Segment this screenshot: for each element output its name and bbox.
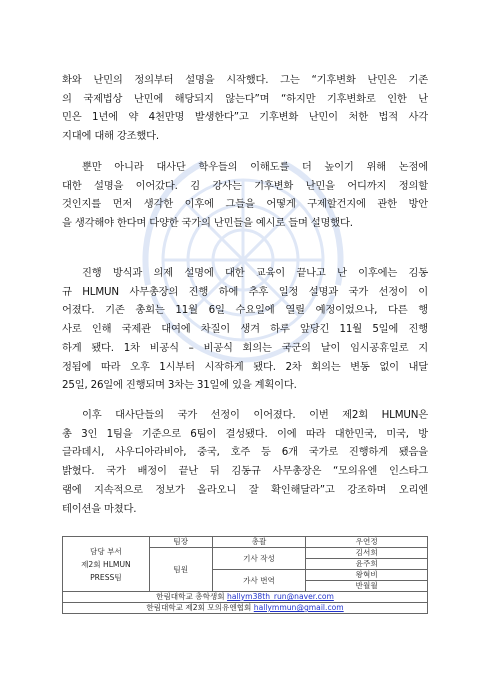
writing-role-label: 기사 작성	[212, 548, 306, 570]
paragraph-line: 램에 지속적으로 정보가 올라오니 잘 확인해달라”고 강조하며 오리엔	[62, 483, 428, 496]
paragraph-line: 하게 됐다. 1차 비공식 – 비공식 회의는 국군의 날이 임시공휴일로 지	[62, 341, 428, 354]
paragraph-line: 을 생각해야 한다며 다양한 국가의 난민들을 예시로 들며 설명했다.	[62, 217, 353, 230]
paragraph-line: 의 국제법상 난민에 해당되지 않는다”며 “하지만 기후변화로 인한 난	[62, 92, 428, 105]
paragraph-line: 이후 대사단들의 국가 선정이 이어졌다. 이번 제2회 HLMUN은	[82, 409, 428, 421]
department-name: 제2회 HLMUN	[81, 559, 131, 569]
mun-association-email-link[interactable]: hallymmun@gmail.com	[253, 603, 344, 612]
paragraph-line: 글라데시, 사우디아라비아, 중국, 호주 등 6개 국가로 진행하게 됐음을	[62, 446, 428, 459]
paragraph-line: 대한 설명을 이어갔다. 김 강사는 기후변화 난민을 어디까지 정의할	[62, 179, 428, 192]
member-name: 김서희	[306, 548, 428, 559]
article-paragraph-1	[62, 71, 428, 146]
paragraph-line: 밝혔다. 국가 배정이 끝난 뒤 김동규 사무총장은 “모의유엔 인스타그	[62, 465, 428, 478]
paragraph-line: 진행 방식과 의제 설명에 대한 교육이 끝나고 난 이후에는 김동	[82, 267, 428, 279]
paragraph-line: 규 HLMUN 사무총장의 진행 하에 추후 일정 설명과 국가 선정이 이	[62, 285, 428, 298]
paragraph-line: 25일, 26일에 진행되며 3차는 31일에 있을 계획이다.	[62, 379, 297, 392]
paragraph-line: 것인지를 먼저 생각한 이후에 그들을 어떻게 구제할건지에 관한 방안	[62, 198, 428, 211]
student-council-label: 한림대학교 총학생회	[156, 592, 227, 601]
team-lead-label: 팀장	[149, 537, 212, 548]
paragraph-line: 화와 난민의 정의부터 설명을 시작했다. 그는 “기후변화 난민은 기존	[62, 74, 428, 86]
article-paragraph-2	[62, 158, 428, 233]
department-team: PRESS팀	[90, 572, 122, 582]
paragraph-line: 사로 인해 국제관 대여에 차질이 생겨 하루 앞당긴 11월 5일에 진행	[62, 323, 428, 336]
member-name: 윤주희	[306, 559, 428, 570]
team-lead-name: 우연정	[306, 537, 428, 548]
paragraph-line: 정됨에 따라 오후 1시부터 시작하게 됐다. 2차 회의는 변동 없이 내달	[62, 360, 428, 373]
member-name: 왕혁비	[306, 570, 428, 581]
paragraph-line: 총 3인 1팀을 기준으로 6팀이 결성됐다. 이에 따라 대한민국, 미국, 방	[62, 427, 428, 440]
department-cell	[63, 537, 150, 592]
paragraph-line: 어졌다. 기존 총회는 11월 6일 수요일에 열릴 예정이었으나, 다른 행	[62, 304, 428, 317]
student-council-email-link[interactable]: hallym38th_run@naver.com	[227, 592, 334, 601]
department-label: 담당 부서	[90, 546, 122, 556]
article-paragraph-3	[62, 264, 428, 395]
paragraph-line: 뿐만 아니라 대사단 학우들의 이해도를 더 높이기 위해 논점에	[82, 161, 428, 173]
article-paragraph-4	[62, 406, 428, 518]
members-label: 팀원	[149, 548, 212, 592]
mun-association-label: 한림대학교 제2회 모의유엔협회	[146, 603, 254, 612]
paragraph-line: 지대에 대해 강조했다.	[62, 130, 159, 143]
paragraph-line: 민은 1년에 약 4천만명 발생한다”고 기후변화 난민이 처한 법적 사각	[62, 111, 428, 124]
member-name: 반월월	[306, 581, 428, 592]
paragraph-line: 테이션을 마쳤다.	[62, 502, 137, 515]
chief-label: 총괄	[212, 537, 306, 548]
press-team-info-table	[62, 536, 428, 614]
translation-role-label: 가사 번역	[212, 570, 306, 592]
footer-row-student-council	[63, 592, 428, 603]
footer-row-mun-association	[63, 603, 428, 614]
